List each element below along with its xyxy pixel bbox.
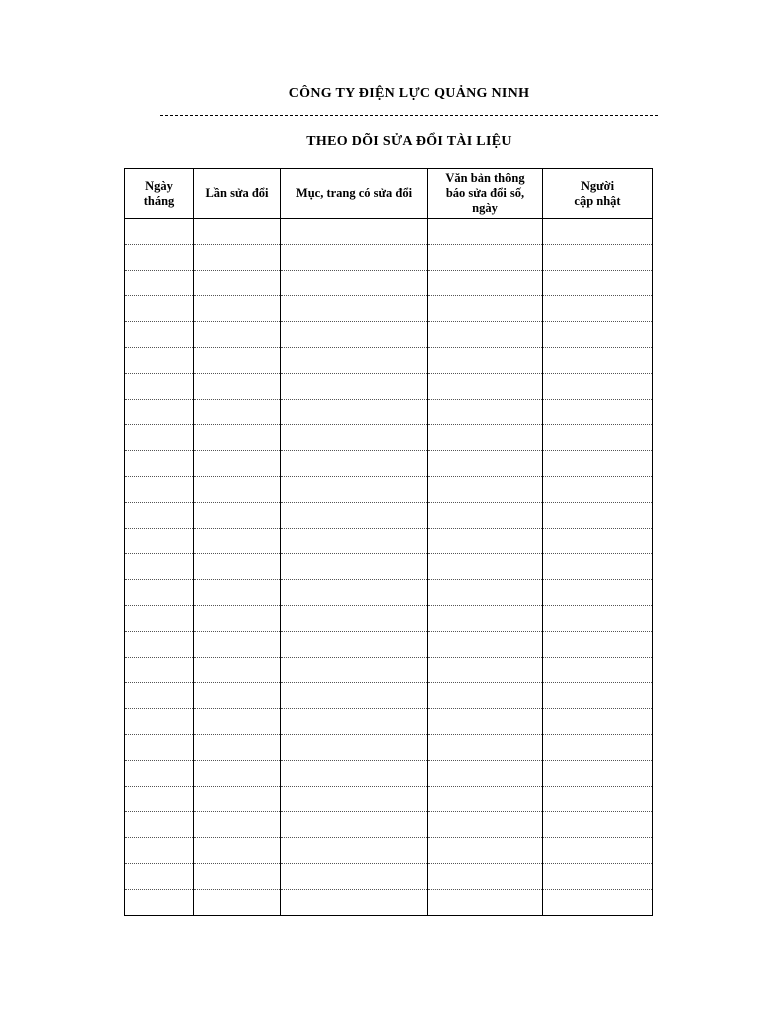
table-row <box>125 786 653 812</box>
table-cell <box>543 580 653 606</box>
table-cell <box>281 683 428 709</box>
table-cell <box>428 219 543 245</box>
column-header-section-page: Mục, trang có sửa đổi <box>281 169 428 219</box>
table-cell <box>125 554 194 580</box>
table-cell <box>125 657 194 683</box>
table-cell <box>543 270 653 296</box>
table-cell <box>194 786 281 812</box>
table-cell <box>194 425 281 451</box>
table-cell <box>543 734 653 760</box>
table-cell <box>428 373 543 399</box>
table-cell <box>125 373 194 399</box>
table-cell <box>543 683 653 709</box>
table-row <box>125 296 653 322</box>
table-row <box>125 425 653 451</box>
table-cell <box>281 657 428 683</box>
table-cell <box>125 296 194 322</box>
table-cell <box>281 476 428 502</box>
table-row <box>125 657 653 683</box>
table-cell <box>428 683 543 709</box>
table-cell <box>281 889 428 915</box>
table-row <box>125 451 653 477</box>
document-title: THEO DÕI SỬA ĐỔI TÀI LIỆU <box>306 134 512 149</box>
table-cell <box>194 657 281 683</box>
table-cell <box>281 270 428 296</box>
table-cell <box>428 734 543 760</box>
table-cell <box>543 889 653 915</box>
table-cell <box>194 399 281 425</box>
table-cell <box>428 296 543 322</box>
table-cell <box>281 399 428 425</box>
table-cell <box>125 786 194 812</box>
table-cell <box>194 476 281 502</box>
table-cell <box>428 889 543 915</box>
column-header-notice-document: Văn bản thông báo sửa đổi số, ngày <box>428 169 543 219</box>
table-row <box>125 889 653 915</box>
table-cell <box>281 709 428 735</box>
table-header-row <box>125 169 653 219</box>
table-cell <box>281 580 428 606</box>
table-cell <box>543 709 653 735</box>
table-cell <box>428 399 543 425</box>
table-row <box>125 580 653 606</box>
table-cell <box>281 502 428 528</box>
table-row <box>125 476 653 502</box>
table-cell <box>125 347 194 373</box>
table-cell <box>125 734 194 760</box>
table-cell <box>125 889 194 915</box>
table-cell <box>543 838 653 864</box>
table-cell <box>281 838 428 864</box>
revision-tracking-table <box>124 168 653 916</box>
table-cell <box>428 786 543 812</box>
table-cell <box>194 734 281 760</box>
table-row <box>125 863 653 889</box>
table-cell <box>543 528 653 554</box>
table-cell <box>428 244 543 270</box>
table-cell <box>543 399 653 425</box>
table-cell <box>194 760 281 786</box>
table-cell <box>428 605 543 631</box>
table-cell <box>125 244 194 270</box>
table-row <box>125 734 653 760</box>
table-cell <box>543 812 653 838</box>
table-cell <box>125 322 194 348</box>
table-cell <box>281 528 428 554</box>
table-cell <box>543 244 653 270</box>
table-cell <box>194 322 281 348</box>
column-header-updater: Người cập nhật <box>543 169 653 219</box>
table-row <box>125 631 653 657</box>
table-cell <box>281 786 428 812</box>
table-cell <box>543 631 653 657</box>
table-cell <box>428 425 543 451</box>
table-row <box>125 709 653 735</box>
table-cell <box>125 812 194 838</box>
table-cell <box>194 889 281 915</box>
table-cell <box>125 838 194 864</box>
table-cell <box>194 554 281 580</box>
column-header-revision-number: Lần sửa đổi <box>194 169 281 219</box>
table-row <box>125 683 653 709</box>
table-cell <box>194 244 281 270</box>
table-cell <box>194 528 281 554</box>
table-cell <box>194 502 281 528</box>
table-cell <box>543 322 653 348</box>
table-cell <box>543 760 653 786</box>
table-cell <box>543 863 653 889</box>
dashed-separator <box>160 115 658 116</box>
table-row <box>125 838 653 864</box>
table-cell <box>543 347 653 373</box>
table-cell <box>543 657 653 683</box>
table-cell <box>194 709 281 735</box>
table-row <box>125 373 653 399</box>
table-cell <box>543 296 653 322</box>
table-cell <box>194 812 281 838</box>
table-cell <box>281 373 428 399</box>
table-cell <box>194 451 281 477</box>
table-cell <box>194 296 281 322</box>
table-cell <box>428 812 543 838</box>
table-row <box>125 554 653 580</box>
table-cell <box>125 631 194 657</box>
table-row <box>125 399 653 425</box>
table-cell <box>428 270 543 296</box>
table-cell <box>125 605 194 631</box>
table-cell <box>281 631 428 657</box>
table-cell <box>428 554 543 580</box>
table-cell <box>281 219 428 245</box>
table-cell <box>281 863 428 889</box>
table-cell <box>125 683 194 709</box>
table-cell <box>125 425 194 451</box>
table-cell <box>428 760 543 786</box>
table-cell <box>194 347 281 373</box>
table-cell <box>281 322 428 348</box>
table-cell <box>428 347 543 373</box>
table-cell <box>281 244 428 270</box>
table-cell <box>125 863 194 889</box>
table-cell <box>281 812 428 838</box>
column-header-date: Ngày tháng <box>125 169 194 219</box>
table-row <box>125 528 653 554</box>
table-cell <box>194 631 281 657</box>
table-body <box>125 219 653 916</box>
table-cell <box>543 425 653 451</box>
table-row <box>125 760 653 786</box>
table-cell <box>428 580 543 606</box>
table-cell <box>194 838 281 864</box>
table-cell <box>125 760 194 786</box>
table-cell <box>543 476 653 502</box>
table-cell <box>194 605 281 631</box>
table-cell <box>281 605 428 631</box>
table-cell <box>543 373 653 399</box>
table-cell <box>428 709 543 735</box>
table-cell <box>125 502 194 528</box>
company-name: CÔNG TY ĐIỆN LỰC QUẢNG NINH <box>288 86 530 101</box>
table-cell <box>194 863 281 889</box>
table-cell <box>543 605 653 631</box>
table-cell <box>543 451 653 477</box>
table-cell <box>125 399 194 425</box>
table-cell <box>194 683 281 709</box>
table-cell <box>428 863 543 889</box>
table-cell <box>194 373 281 399</box>
table-cell <box>281 760 428 786</box>
table-row <box>125 322 653 348</box>
table-cell <box>194 270 281 296</box>
table-cell <box>194 219 281 245</box>
table-cell <box>428 476 543 502</box>
table-cell <box>428 838 543 864</box>
table-cell <box>281 347 428 373</box>
table-cell <box>543 786 653 812</box>
table-cell <box>125 528 194 554</box>
table-cell <box>281 554 428 580</box>
table-cell <box>194 580 281 606</box>
table-cell <box>543 502 653 528</box>
table-cell <box>125 476 194 502</box>
table-row <box>125 347 653 373</box>
table-row <box>125 502 653 528</box>
table-cell <box>125 451 194 477</box>
table-cell <box>543 554 653 580</box>
table-cell <box>281 734 428 760</box>
table-cell <box>125 270 194 296</box>
table-cell <box>428 322 543 348</box>
table-cell <box>428 631 543 657</box>
table-row <box>125 270 653 296</box>
table-cell <box>125 709 194 735</box>
table-cell <box>428 502 543 528</box>
table-cell <box>125 580 194 606</box>
table-cell <box>428 528 543 554</box>
table-cell <box>428 451 543 477</box>
table-cell <box>281 425 428 451</box>
table-cell <box>281 296 428 322</box>
table-row <box>125 244 653 270</box>
table-cell <box>281 451 428 477</box>
table-row <box>125 605 653 631</box>
table-row <box>125 219 653 245</box>
table-cell <box>125 219 194 245</box>
table-row <box>125 812 653 838</box>
table-cell <box>428 657 543 683</box>
table-cell <box>543 219 653 245</box>
